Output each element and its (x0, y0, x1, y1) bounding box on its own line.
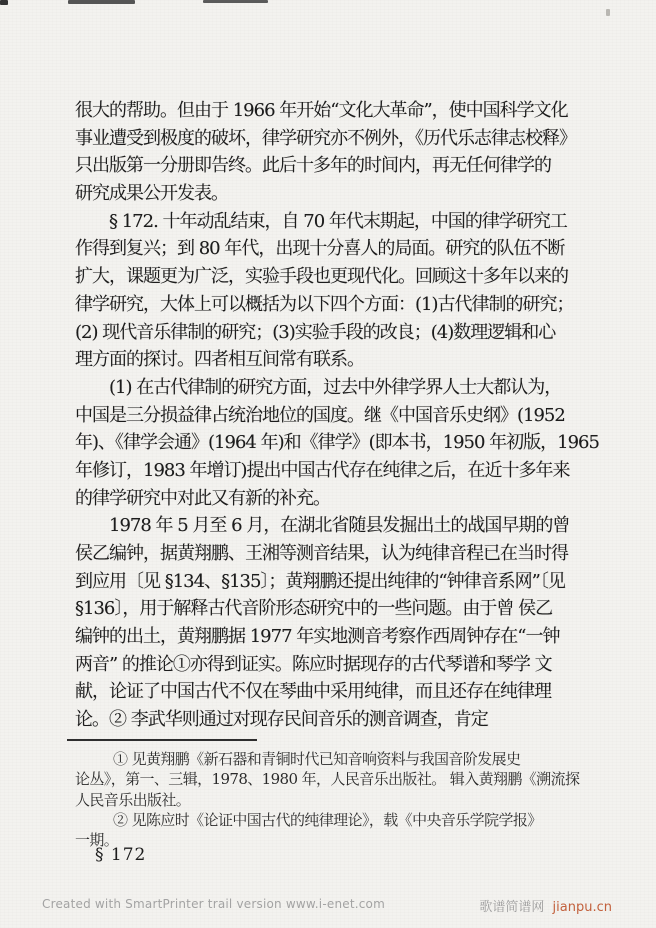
paragraph (75, 374, 599, 512)
page-number: § 172 (95, 845, 147, 865)
site-watermark (479, 896, 612, 915)
text-line: (1) 在古代律制的研究方面，过去中外律学界人士大都认为， (109, 376, 562, 398)
text-line: (2) 现代音乐律制的研究；(3)实验手段的改良；(4)数理逻辑和心 (75, 321, 556, 343)
text-line: 律学研究，大体上可以概括为以下四个方面：(1)古代律制的研究； (75, 293, 574, 315)
footnotes (75, 749, 635, 850)
footnote-line: 论丛》，第一、三辑，1978、1980 年，人民音乐出版社。 辑入黄翔鹏《溯流探 (75, 770, 580, 789)
footnote-line: 人民音乐出版社。 (75, 790, 191, 809)
text-line: 1978 年 5 月至 6 月，在湖北省随县发掘出土的战国早期的曾 (109, 515, 570, 537)
text-line: § 172. 十年动乱结束，自 70 年代末期起，中国的律学研究工 (109, 210, 567, 232)
printer-watermark: Created with SmartPrinter trail version www.i-enet.com (42, 897, 385, 911)
scan-artifact-bar (68, 0, 135, 4)
text-line: 作得到复兴；到 80 年代，出现十分喜人的局面。研究的队伍不断 (75, 238, 565, 260)
text-line: 理方面的探讨。四者相互间常有联系。 (75, 349, 364, 371)
paragraph (75, 512, 591, 734)
text-line: §136〕，用于解释古代音阶形态研究中的一些问题。由于曾 侯乙 (75, 598, 553, 620)
footnote-line: ② 见陈应时《论证中国古代的纯律理论》，载《中央音乐学院学报》 (113, 810, 542, 829)
paragraph (75, 208, 591, 374)
text-line: 编钟的出土，黄翔鹏据 1977 年实地测音考察作西周钟存在“一钟 (75, 626, 560, 648)
footnote-1 (75, 749, 635, 810)
text-line: 研究成果公开发表。 (75, 183, 228, 205)
text-line: 中国是三分损益律占统治地位的国度。继《中国音乐史纲》(1952 (75, 404, 565, 426)
text-line: 的律学研究中对此又有新的补充。 (75, 487, 330, 509)
scan-artifact-dot (606, 9, 610, 16)
footnote-divider (67, 739, 257, 741)
text-line: 扩大，课题更为广泛，实验手段也更现代化。回顾这十多年以来的 (75, 266, 568, 288)
site-watermark-domain: jianpu.cn (552, 900, 612, 915)
text-line: 献，论证了中国古代不仅在琴曲中采用纯律，而且还存在纯律理 (75, 681, 551, 703)
scan-artifact-corner (0, 0, 8, 5)
body-text (75, 97, 599, 734)
text-line: 事业遭受到极度的破坏，律学研究亦不例外，《历代乐志律志校释》 (75, 127, 576, 149)
text-line: 侯乙编钟，据黄翔鹏、王湘等测音结果，认为纯律音程已在当时得 (75, 543, 568, 564)
text-line: 两音” 的推论①亦得到证实。陈应时据现存的古代琴谱和琴学 文 (75, 653, 552, 675)
footnote-line: ① 见黄翔鹏《新石器和青铜时代已知音响资料与我国音阶发展史 (113, 750, 521, 768)
footnote-line: 一期。 (75, 831, 119, 850)
site-watermark-name: 歌谱简谱网 (479, 900, 545, 915)
text-line: 年修订，1983 年增订)提出中国古代存在纯律之后，在近十多年来 (75, 459, 570, 481)
text-line: 很大的帮助。但由于 1966 年开始“文化大革命”，使中国科学文化 (75, 100, 568, 121)
text-line: 年)、《律学会通》(1964 年)和《律学》(即本书，1950 年初版，1965 (75, 432, 599, 454)
footnote-2 (75, 810, 635, 851)
text-line: 只出版第一分册即告终。此后十多年的时间内，再无任何律学的 (75, 155, 551, 177)
text-line: 到应用〔见 §134、§135〕；黄翔鹏还提出纯律的“钟律音系网”〔见 (75, 570, 565, 592)
scan-artifact-bar (203, 0, 268, 3)
paragraph (75, 97, 591, 208)
text-line: 论。② 李武华则通过对现存民间音乐的测音调查，肯定 (75, 709, 488, 731)
